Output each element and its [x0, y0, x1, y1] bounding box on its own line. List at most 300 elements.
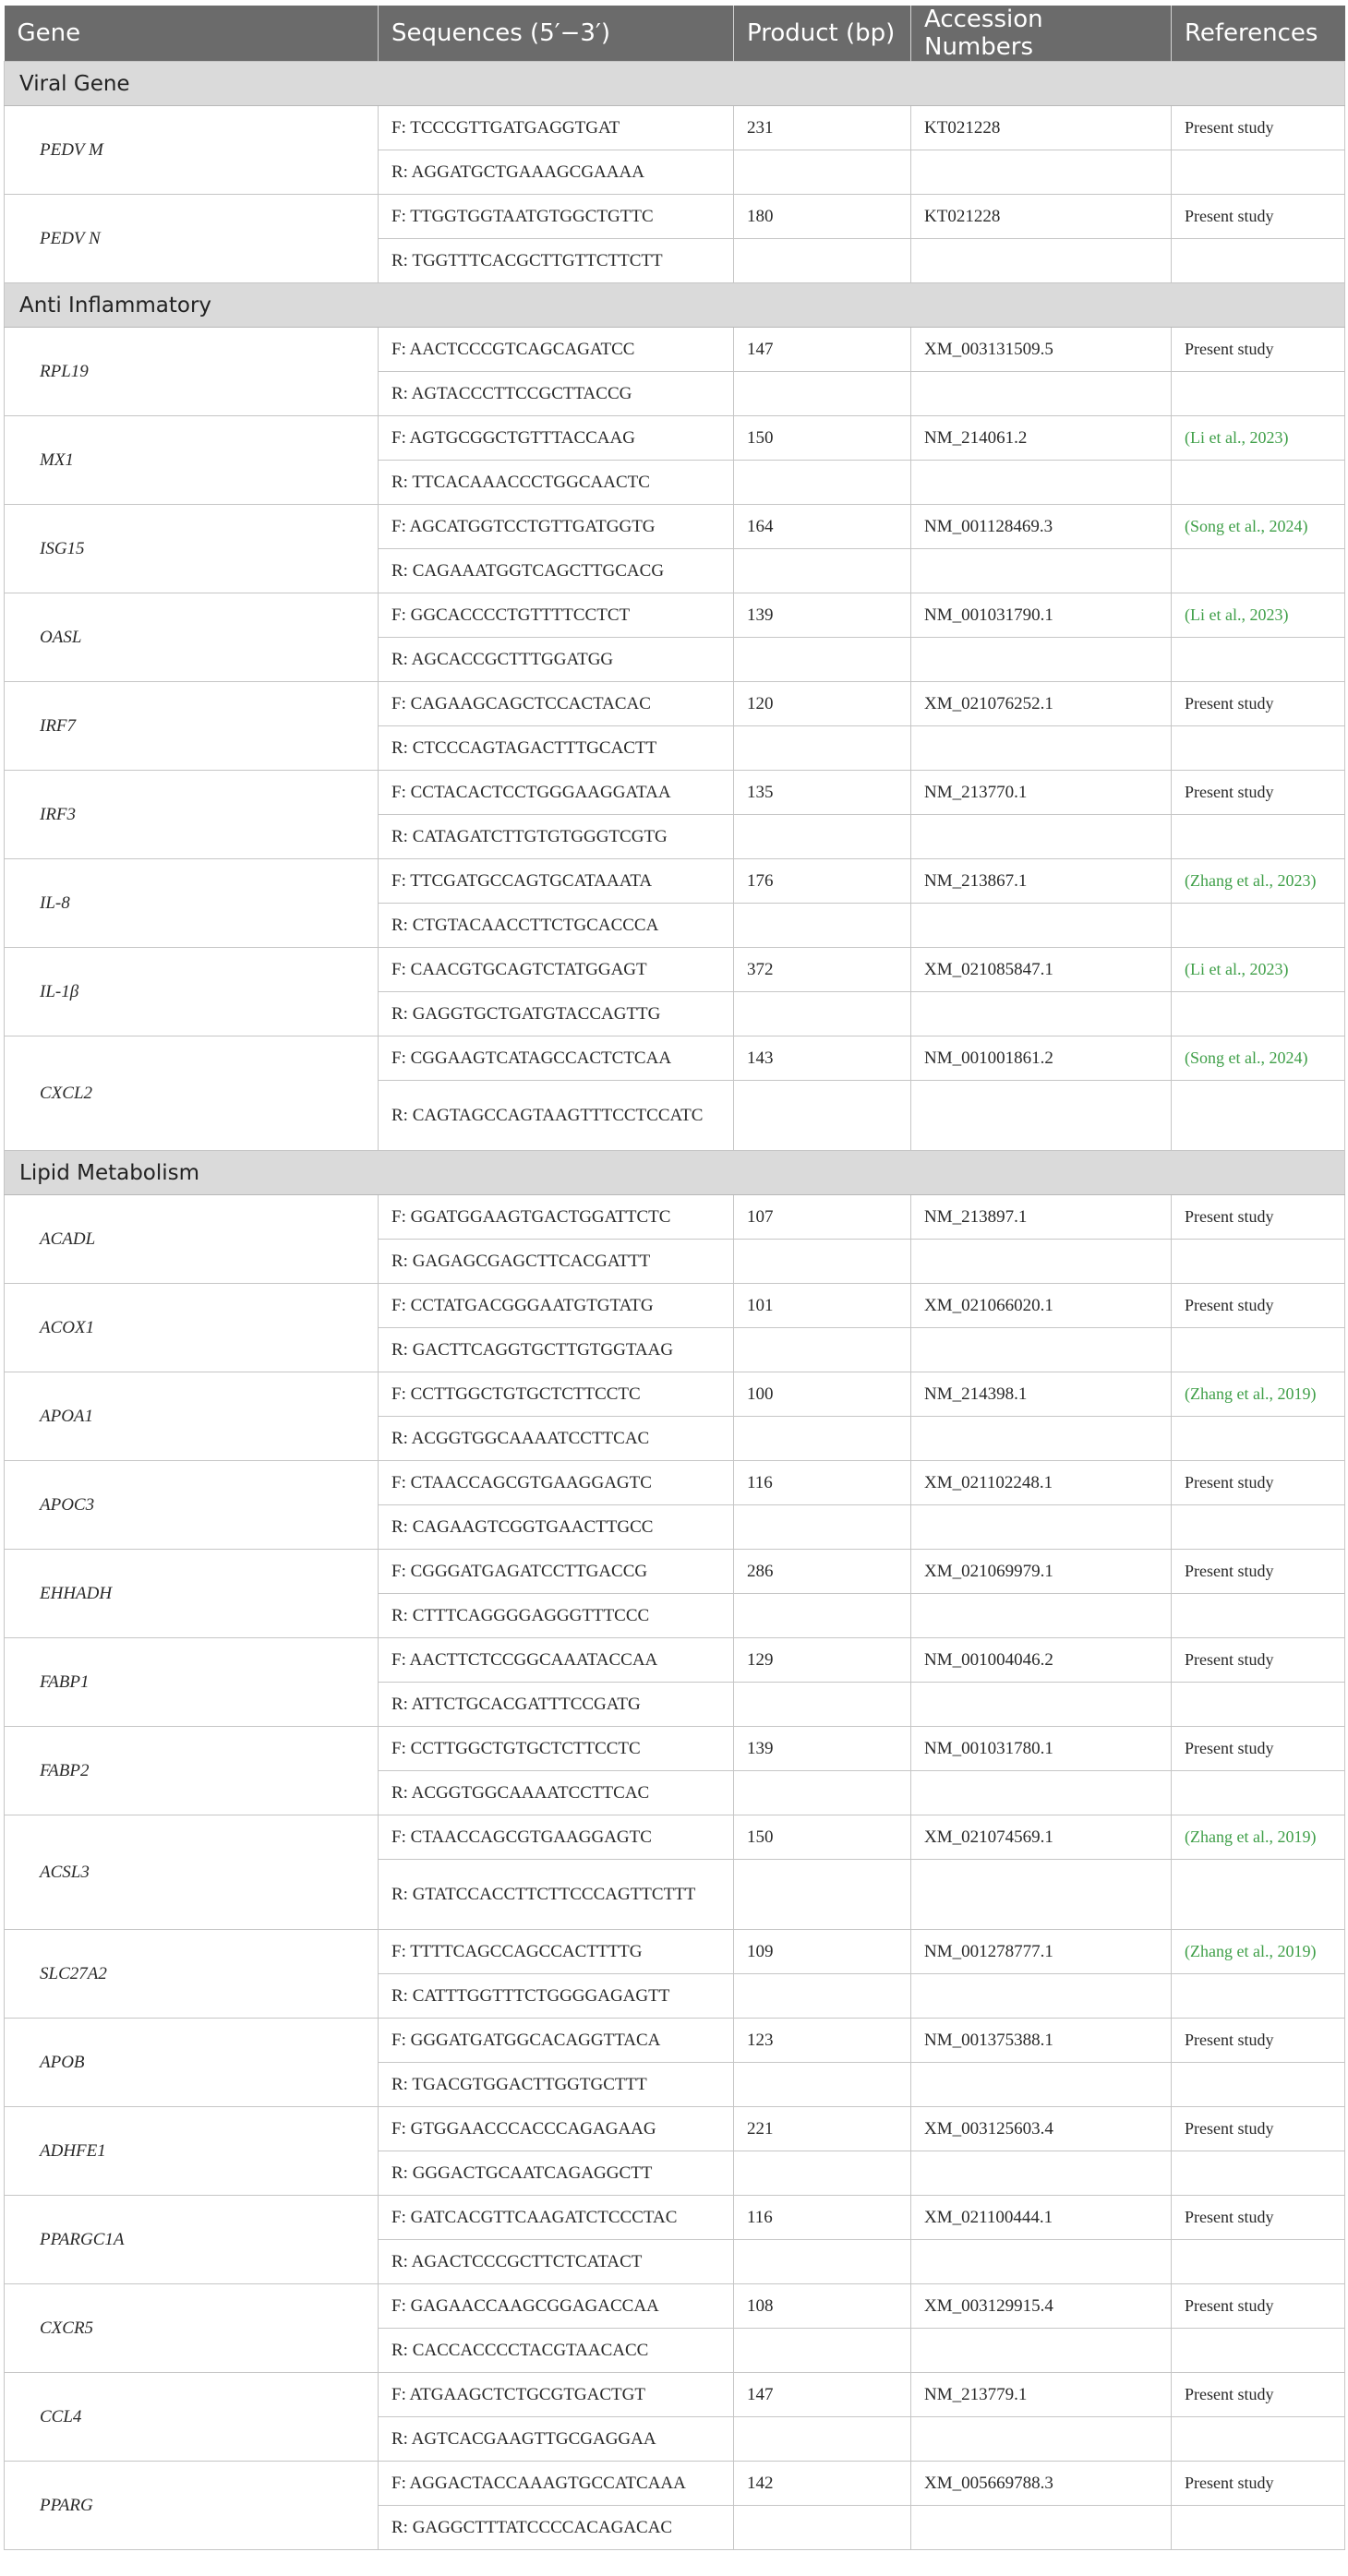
accession-number: NM_001278777.1	[911, 1930, 1172, 1974]
header-product: Product (bp)	[734, 6, 911, 62]
product-size: 116	[734, 2196, 911, 2240]
empty-cell	[734, 150, 911, 195]
accession-number: XM_003131509.5	[911, 328, 1172, 372]
forward-primer: F: ATGAAGCTCTGCGTGACTGT	[379, 2373, 734, 2417]
accession-number: NM_001375388.1	[911, 2019, 1172, 2063]
forward-primer: F: CAACGTGCAGTCTATGGAGT	[379, 948, 734, 992]
citation-link[interactable]: (Zhang et al., 2019)	[1185, 1942, 1317, 1960]
empty-cell	[1172, 2329, 1345, 2373]
empty-cell	[911, 1505, 1172, 1550]
accession-number: NM_001128469.3	[911, 505, 1172, 549]
reverse-primer: R: CAGAAATGGTCAGCTTGCACG	[379, 549, 734, 593]
reference	[1172, 682, 1345, 726]
empty-cell	[734, 1240, 911, 1284]
table-row	[5, 1638, 1345, 1683]
gene-name: IL-1β	[5, 948, 379, 1036]
empty-cell	[911, 992, 1172, 1036]
reverse-primer: R: CTTTCAGGGGAGGGTTTCCC	[379, 1594, 734, 1638]
forward-primer: F: GGGATGATGGCACAGGTTACA	[379, 2019, 734, 2063]
gene-name: ACADL	[5, 1195, 379, 1284]
empty-cell	[734, 992, 911, 1036]
table-row	[5, 859, 1345, 904]
empty-cell	[911, 1974, 1172, 2019]
empty-cell	[734, 372, 911, 416]
empty-cell	[1172, 815, 1345, 859]
product-size: 147	[734, 328, 911, 372]
accession-number: XM_021100444.1	[911, 2196, 1172, 2240]
empty-cell	[911, 2417, 1172, 2462]
accession-number: NM_001001861.2	[911, 1036, 1172, 1081]
empty-cell	[911, 2329, 1172, 2373]
gene-name: MX1	[5, 416, 379, 505]
table-row	[5, 2284, 1345, 2329]
reference	[1172, 948, 1345, 992]
reverse-primer: R: GAGGTGCTGATGTACCAGTTG	[379, 992, 734, 1036]
empty-cell	[734, 815, 911, 859]
table-row	[5, 416, 1345, 461]
table-row	[5, 1284, 1345, 1328]
header-references: References	[1172, 6, 1345, 62]
forward-primer: F: GGATGGAAGTGACTGGATTCTC	[379, 1195, 734, 1240]
reference-text: Present study	[1185, 694, 1274, 713]
accession-number: XM_021069979.1	[911, 1550, 1172, 1594]
reverse-primer: R: CAGTAGCCAGTAAGTTTCCTCCATC	[379, 1081, 734, 1151]
forward-primer: F: GAGAACCAAGCGGAGACCAA	[379, 2284, 734, 2329]
reference	[1172, 2373, 1345, 2417]
product-size: 108	[734, 2284, 911, 2329]
reverse-primer: R: AGGATGCTGAAAGCGAAAA	[379, 150, 734, 195]
reference-text: Present study	[1185, 1739, 1274, 1757]
product-size: 123	[734, 2019, 911, 2063]
table-row	[5, 1036, 1345, 1081]
table-row	[5, 505, 1345, 549]
empty-cell	[734, 638, 911, 682]
product-size: 164	[734, 505, 911, 549]
citation-link[interactable]: (Zhang et al., 2019)	[1185, 1384, 1317, 1403]
reverse-primer: R: AGTACCCTTCCGCTTACCG	[379, 372, 734, 416]
product-size: 120	[734, 682, 911, 726]
citation-link[interactable]: (Zhang et al., 2023)	[1185, 871, 1317, 890]
accession-number: NM_213867.1	[911, 859, 1172, 904]
gene-name: PPARG	[5, 2462, 379, 2550]
table-row	[5, 1815, 1345, 1860]
empty-cell	[734, 2506, 911, 2550]
table-row	[5, 593, 1345, 638]
table-row	[5, 2019, 1345, 2063]
section-row	[5, 62, 1345, 106]
table-row	[5, 682, 1345, 726]
gene-name: CCL4	[5, 2373, 379, 2462]
empty-cell	[1172, 726, 1345, 771]
section-row	[5, 283, 1345, 328]
reverse-primer: R: GACTTCAGGTGCTTGTGGTAAG	[379, 1328, 734, 1372]
empty-cell	[1172, 1505, 1345, 1550]
accession-number: NM_213779.1	[911, 2373, 1172, 2417]
empty-cell	[734, 1860, 911, 1930]
product-size: 107	[734, 1195, 911, 1240]
reference-text: Present study	[1185, 340, 1274, 358]
reference-text: Present study	[1185, 2385, 1274, 2403]
empty-cell	[1172, 1771, 1345, 1815]
product-size: 372	[734, 948, 911, 992]
gene-name: SLC27A2	[5, 1930, 379, 2019]
forward-primer: F: GTGGAACCCACCCAGAGAAG	[379, 2107, 734, 2151]
reverse-primer: R: AGTCACGAAGTTGCGAGGAA	[379, 2417, 734, 2462]
reverse-primer: R: TTCACAAACCCTGGCAACTC	[379, 461, 734, 505]
table-row	[5, 1461, 1345, 1505]
accession-number: NM_213770.1	[911, 771, 1172, 815]
accession-number: XM_005669788.3	[911, 2462, 1172, 2506]
product-size: 109	[734, 1930, 911, 1974]
table-row	[5, 2462, 1345, 2506]
reverse-primer: R: CTGTACAACCTTCTGCACCCA	[379, 904, 734, 948]
empty-cell	[734, 2063, 911, 2107]
reference	[1172, 859, 1345, 904]
table-row	[5, 2107, 1345, 2151]
empty-cell	[1172, 2240, 1345, 2284]
reference	[1172, 1815, 1345, 1860]
reference-text: Present study	[1185, 207, 1274, 225]
empty-cell	[911, 239, 1172, 283]
forward-primer: F: CTAACCAGCGTGAAGGAGTC	[379, 1815, 734, 1860]
reference	[1172, 106, 1345, 150]
gene-name: APOC3	[5, 1461, 379, 1550]
product-size: 147	[734, 2373, 911, 2417]
header-gene: Gene	[5, 6, 379, 62]
reference-text: Present study	[1185, 2296, 1274, 2315]
product-size: 231	[734, 106, 911, 150]
gene-name: FABP2	[5, 1727, 379, 1815]
reference	[1172, 1372, 1345, 1417]
gene-name: CXCR5	[5, 2284, 379, 2373]
reference	[1172, 2196, 1345, 2240]
reference-text: Present study	[1185, 783, 1274, 801]
citation-link[interactable]: (Song et al., 2024)	[1185, 1048, 1308, 1067]
citation-link[interactable]: (Li et al., 2023)	[1185, 960, 1289, 978]
reverse-primer: R: GAGAGCGAGCTTCACGATTT	[379, 1240, 734, 1284]
empty-cell	[911, 2240, 1172, 2284]
empty-cell	[911, 461, 1172, 505]
empty-cell	[734, 904, 911, 948]
accession-number: XM_021102248.1	[911, 1461, 1172, 1505]
forward-primer: F: AACTCCCGTCAGCAGATCC	[379, 328, 734, 372]
forward-primer: F: TTTTCAGCCAGCCACTTTTG	[379, 1930, 734, 1974]
reference-text: Present study	[1185, 2208, 1274, 2226]
table-row	[5, 1727, 1345, 1771]
reference	[1172, 1284, 1345, 1328]
reverse-primer: R: ATTCTGCACGATTTCCGATG	[379, 1683, 734, 1727]
citation-link[interactable]: (Li et al., 2023)	[1185, 428, 1289, 447]
product-size: 139	[734, 1727, 911, 1771]
section-title: Viral Gene	[5, 62, 1345, 106]
empty-cell	[911, 1081, 1172, 1151]
empty-cell	[734, 1594, 911, 1638]
empty-cell	[911, 1328, 1172, 1372]
empty-cell	[1172, 2151, 1345, 2196]
reference	[1172, 1550, 1345, 1594]
accession-number: XM_021076252.1	[911, 682, 1172, 726]
reference	[1172, 328, 1345, 372]
reverse-primer: R: GTATCCACCTTCTTCCCAGTTCTTT	[379, 1860, 734, 1930]
header-sequences: Sequences (5′−3′)	[379, 6, 734, 62]
product-size: 135	[734, 771, 911, 815]
accession-number: NM_213897.1	[911, 1195, 1172, 1240]
empty-cell	[911, 1771, 1172, 1815]
empty-cell	[734, 2417, 911, 2462]
empty-cell	[734, 2329, 911, 2373]
primer-table	[4, 6, 1345, 2550]
empty-cell	[734, 1771, 911, 1815]
forward-primer: F: TCCCGTTGATGAGGTGAT	[379, 106, 734, 150]
table-row	[5, 948, 1345, 992]
reverse-primer: R: GGGACTGCAATCAGAGGCTT	[379, 2151, 734, 2196]
accession-number: NM_214398.1	[911, 1372, 1172, 1417]
reverse-primer: R: ACGGTGGCAAAATCCTTCAC	[379, 1417, 734, 1461]
reference	[1172, 1727, 1345, 1771]
table-row	[5, 1372, 1345, 1417]
empty-cell	[911, 150, 1172, 195]
empty-cell	[1172, 2417, 1345, 2462]
product-size: 176	[734, 859, 911, 904]
reference-text: Present study	[1185, 2119, 1274, 2138]
accession-number: XM_021074569.1	[911, 1815, 1172, 1860]
table-header	[5, 6, 1345, 62]
empty-cell	[1172, 2063, 1345, 2107]
citation-link[interactable]: (Zhang et al., 2019)	[1185, 1827, 1317, 1846]
empty-cell	[734, 1081, 911, 1151]
gene-name: PEDV M	[5, 106, 379, 195]
reference	[1172, 1036, 1345, 1081]
accession-number: XM_003129915.4	[911, 2284, 1172, 2329]
header-accession: Accession Numbers	[911, 6, 1172, 62]
gene-name: PPARGC1A	[5, 2196, 379, 2284]
table-row	[5, 771, 1345, 815]
gene-name: IL-8	[5, 859, 379, 948]
gene-name: ADHFE1	[5, 2107, 379, 2196]
empty-cell	[734, 726, 911, 771]
empty-cell	[1172, 239, 1345, 283]
reverse-primer: R: AGACTCCCGCTTCTCATACT	[379, 2240, 734, 2284]
empty-cell	[911, 1860, 1172, 1930]
reference	[1172, 771, 1345, 815]
product-size: 221	[734, 2107, 911, 2151]
empty-cell	[734, 2151, 911, 2196]
empty-cell	[734, 549, 911, 593]
product-size: 139	[734, 593, 911, 638]
reference	[1172, 416, 1345, 461]
reference-text: Present study	[1185, 1650, 1274, 1669]
accession-number: NM_001031790.1	[911, 593, 1172, 638]
empty-cell	[734, 1683, 911, 1727]
empty-cell	[911, 638, 1172, 682]
reference-text: Present study	[1185, 2031, 1274, 2049]
empty-cell	[1172, 904, 1345, 948]
empty-cell	[911, 904, 1172, 948]
accession-number: KT021228	[911, 195, 1172, 239]
empty-cell	[1172, 992, 1345, 1036]
reverse-primer: R: CATTTGGTTTCTGGGGAGAGTT	[379, 1974, 734, 2019]
empty-cell	[911, 1683, 1172, 1727]
empty-cell	[1172, 1683, 1345, 1727]
gene-name: IRF7	[5, 682, 379, 771]
reverse-primer: R: CTCCCAGTAGACTTTGCACTT	[379, 726, 734, 771]
gene-name: FABP1	[5, 1638, 379, 1727]
gene-name: IRF3	[5, 771, 379, 859]
empty-cell	[1172, 1240, 1345, 1284]
gene-name: EHHADH	[5, 1550, 379, 1638]
forward-primer: F: TTCGATGCCAGTGCATAAATA	[379, 859, 734, 904]
forward-primer: F: CGGAAGTCATAGCCACTCTCAA	[379, 1036, 734, 1081]
empty-cell	[911, 2151, 1172, 2196]
reference	[1172, 1461, 1345, 1505]
accession-number: NM_214061.2	[911, 416, 1172, 461]
empty-cell	[1172, 461, 1345, 505]
accession-number: XM_021085847.1	[911, 948, 1172, 992]
gene-name: PEDV N	[5, 195, 379, 283]
empty-cell	[911, 1417, 1172, 1461]
empty-cell	[1172, 1974, 1345, 2019]
reverse-primer: R: ACGGTGGCAAAATCCTTCAC	[379, 1771, 734, 1815]
product-size: 129	[734, 1638, 911, 1683]
reverse-primer: R: AGCACCGCTTTGGATGG	[379, 638, 734, 682]
reference-text: Present study	[1185, 2474, 1274, 2492]
empty-cell	[911, 726, 1172, 771]
accession-number: XM_003125603.4	[911, 2107, 1172, 2151]
gene-name: ISG15	[5, 505, 379, 593]
reference	[1172, 2019, 1345, 2063]
citation-link[interactable]: (Li et al., 2023)	[1185, 605, 1289, 624]
table-row	[5, 1195, 1345, 1240]
empty-cell	[734, 1417, 911, 1461]
reference	[1172, 2462, 1345, 2506]
section-row	[5, 1151, 1345, 1195]
empty-cell	[911, 815, 1172, 859]
empty-cell	[1172, 549, 1345, 593]
reverse-primer: R: TGGTTTCACGCTTGTTCTTCTT	[379, 239, 734, 283]
forward-primer: F: CGGGATGAGATCCTTGACCG	[379, 1550, 734, 1594]
product-size: 101	[734, 1284, 911, 1328]
product-size: 180	[734, 195, 911, 239]
reference-text: Present study	[1185, 118, 1274, 137]
reverse-primer: R: CAGAAGTCGGTGAACTTGCC	[379, 1505, 734, 1550]
empty-cell	[911, 372, 1172, 416]
empty-cell	[1172, 1081, 1345, 1151]
empty-cell	[734, 1505, 911, 1550]
reverse-primer: R: GAGGCTTTATCCCCACAGACAC	[379, 2506, 734, 2550]
accession-number: NM_001031780.1	[911, 1727, 1172, 1771]
product-size: 116	[734, 1461, 911, 1505]
reference	[1172, 505, 1345, 549]
reverse-primer: R: CATAGATCTTGTGTGGGTCGTG	[379, 815, 734, 859]
table-row	[5, 2373, 1345, 2417]
empty-cell	[1172, 1860, 1345, 1930]
product-size: 150	[734, 1815, 911, 1860]
empty-cell	[734, 2240, 911, 2284]
product-size: 100	[734, 1372, 911, 1417]
gene-name: RPL19	[5, 328, 379, 416]
accession-number: NM_001004046.2	[911, 1638, 1172, 1683]
gene-name: CXCL2	[5, 1036, 379, 1151]
forward-primer: F: AGCATGGTCCTGTTGATGGTG	[379, 505, 734, 549]
reverse-primer: R: TGACGTGGACTTGGTGCTTT	[379, 2063, 734, 2107]
table-row	[5, 1930, 1345, 1974]
reference	[1172, 2107, 1345, 2151]
table-row	[5, 328, 1345, 372]
citation-link[interactable]: (Song et al., 2024)	[1185, 517, 1308, 535]
gene-name: ACOX1	[5, 1284, 379, 1372]
forward-primer: F: AGGACTACCAAAGTGCCATCAAA	[379, 2462, 734, 2506]
empty-cell	[1172, 638, 1345, 682]
forward-primer: F: GATCACGTTCAAGATCTCCCTAC	[379, 2196, 734, 2240]
reference	[1172, 2284, 1345, 2329]
empty-cell	[1172, 150, 1345, 195]
forward-primer: F: CCTACACTCCTGGGAAGGATAA	[379, 771, 734, 815]
empty-cell	[734, 1974, 911, 2019]
forward-primer: F: CCTTGGCTGTGCTCTTCCTC	[379, 1372, 734, 1417]
empty-cell	[911, 1240, 1172, 1284]
empty-cell	[911, 1594, 1172, 1638]
reference	[1172, 593, 1345, 638]
reference	[1172, 1930, 1345, 1974]
forward-primer: F: CCTTGGCTGTGCTCTTCCTC	[379, 1727, 734, 1771]
empty-cell	[1172, 1328, 1345, 1372]
empty-cell	[911, 2506, 1172, 2550]
reference	[1172, 1195, 1345, 1240]
empty-cell	[1172, 1417, 1345, 1461]
forward-primer: F: AACTTCTCCGGCAAATACCAA	[379, 1638, 734, 1683]
forward-primer: F: CCTATGACGGGAATGTGTATG	[379, 1284, 734, 1328]
reference-text: Present study	[1185, 1296, 1274, 1314]
section-title: Lipid Metabolism	[5, 1151, 1345, 1195]
gene-name: APOB	[5, 2019, 379, 2107]
product-size: 143	[734, 1036, 911, 1081]
reference-text: Present study	[1185, 1473, 1274, 1492]
gene-name: APOA1	[5, 1372, 379, 1461]
empty-cell	[911, 549, 1172, 593]
accession-number: XM_021066020.1	[911, 1284, 1172, 1328]
table-row	[5, 2196, 1345, 2240]
forward-primer: F: CAGAAGCAGCTCCACTACAC	[379, 682, 734, 726]
reference	[1172, 195, 1345, 239]
empty-cell	[1172, 1594, 1345, 1638]
accession-number: KT021228	[911, 106, 1172, 150]
table-body	[5, 62, 1345, 2550]
reference	[1172, 1638, 1345, 1683]
forward-primer: F: AGTGCGGCTGTTTACCAAG	[379, 416, 734, 461]
gene-name: OASL	[5, 593, 379, 682]
product-size: 142	[734, 2462, 911, 2506]
header-row	[5, 6, 1345, 62]
reference-text: Present study	[1185, 1562, 1274, 1580]
forward-primer: F: CTAACCAGCGTGAAGGAGTC	[379, 1461, 734, 1505]
empty-cell	[734, 1328, 911, 1372]
section-title: Anti Inflammatory	[5, 283, 1345, 328]
reverse-primer: R: CACCACCCCTACGTAACACC	[379, 2329, 734, 2373]
empty-cell	[734, 461, 911, 505]
forward-primer: F: GGCACCCCTGTTTTCCTCT	[379, 593, 734, 638]
forward-primer: F: TTGGTGGTAATGTGGCTGTTC	[379, 195, 734, 239]
empty-cell	[1172, 372, 1345, 416]
gene-name: ACSL3	[5, 1815, 379, 1930]
table-row	[5, 195, 1345, 239]
empty-cell	[911, 2063, 1172, 2107]
empty-cell	[1172, 2506, 1345, 2550]
empty-cell	[734, 239, 911, 283]
product-size: 286	[734, 1550, 911, 1594]
reference-text: Present study	[1185, 1207, 1274, 1226]
table-row	[5, 106, 1345, 150]
table-row	[5, 1550, 1345, 1594]
